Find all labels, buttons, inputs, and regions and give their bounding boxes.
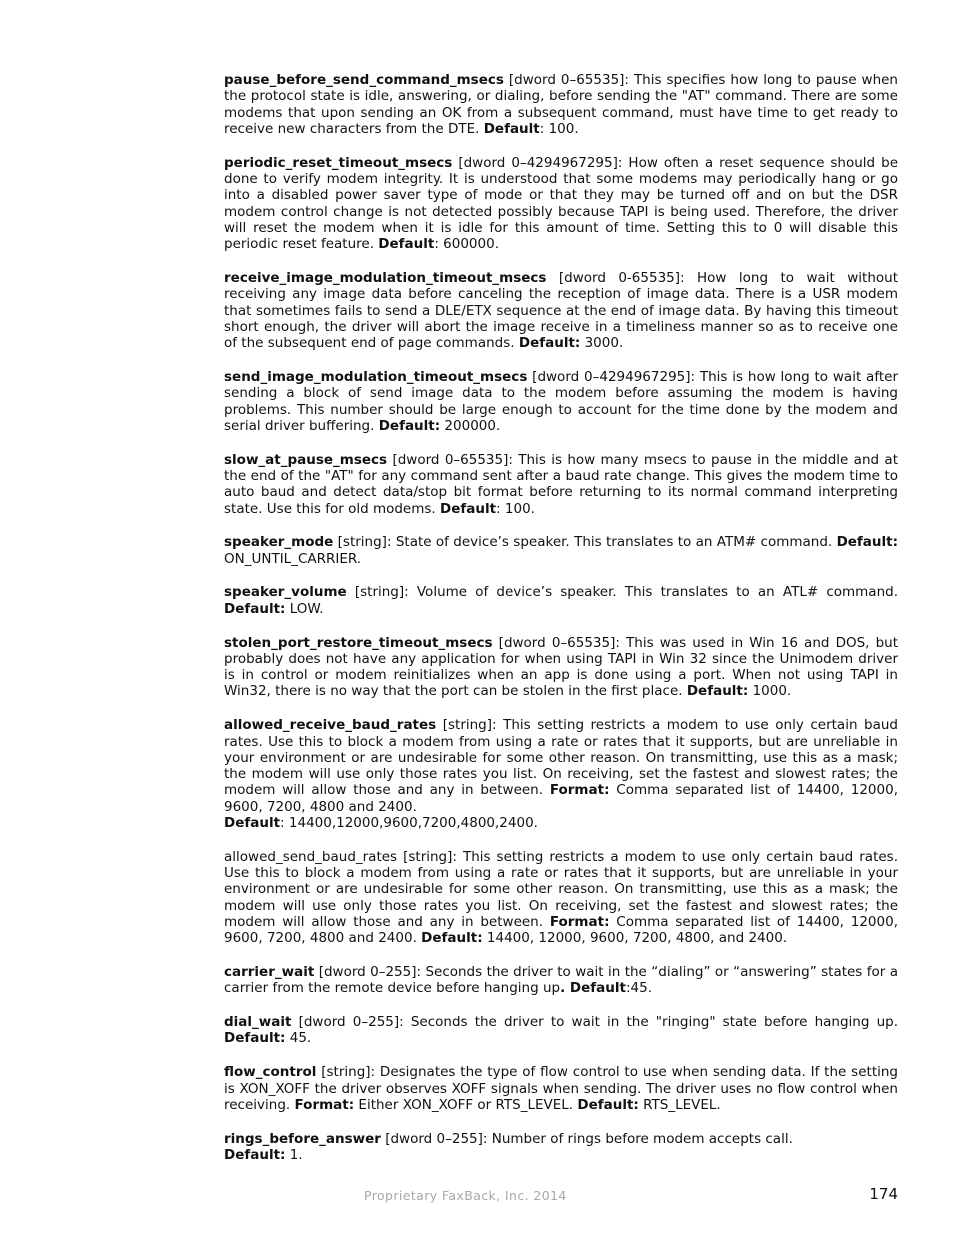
bold-term: Default [440, 500, 497, 517]
bold-term: stolen_port_restore_timeout_msecs [224, 634, 493, 651]
text-run: 1. [285, 1146, 303, 1163]
bold-term: receive_image_modulation_timeout_msecs [224, 269, 547, 286]
setting-entry-pause-before-send-command-msecs [224, 72, 898, 137]
bold-term: dial_wait [224, 1014, 292, 1031]
text-run: : 100. [496, 500, 535, 517]
bold-term: Default: [836, 534, 898, 551]
text-run: Comma separated list of 14400, 12000, 9600, 7200, 4800 and 2400. [224, 782, 898, 815]
text-run: LOW. [285, 600, 324, 617]
setting-entry-speaker-volume [224, 584, 898, 617]
text-run: [string]: This setting restricts a modem to use only certain baud rates. Use this to block a modem from using a rate or rates that it supports, but are unreliable in your environment or are undesirable for some other reason. On transmitting, use this as a mask; the modem will use only those rates you list. On receiving, set the fastest and slowest rates; the modem will allow those and any in between. [224, 717, 898, 799]
bold-term: periodic_reset_timeout_msecs [224, 154, 453, 171]
text-run: : 600000. [434, 236, 499, 253]
text-run: [dword 0–255]: Seconds the driver to wait in the "ringing" state before hanging up. [291, 1014, 898, 1031]
text-run: 14400, 12000, 9600, 7200, 4800, and 2400. [482, 930, 788, 947]
bold-term: pause_before_send_command_msecs [224, 72, 504, 88]
text-run: 1000. [748, 683, 792, 700]
setting-entry-receive-image-modulation-timeout-msecs [224, 270, 898, 351]
bold-term: Default: [577, 1096, 639, 1113]
text-run: [dword 0-65535]: How long to wait without receiving any image data before canceling the reception of image data. There is a USR modem that sometimes fails to send a DLE/ETX sequence at the end of image data. By having this timeout short enough, the driver will abort the image receive in a timeliness manner so as to receive one of the subsequent end of page commands. [224, 269, 898, 352]
document-body [224, 72, 898, 1181]
text-run: RTS_LEVEL. [638, 1096, 721, 1113]
bold-term: Default [224, 814, 281, 831]
bold-term: rings_before_answer [224, 1130, 381, 1147]
bold-term: speaker_volume [224, 584, 347, 601]
text-run: [dword 0–255]: Seconds the driver to wait in the “dialing” or “answering” states for a carrier from the remote device before hanging up [224, 964, 898, 997]
setting-entry-allowed-send-baud-rates [224, 849, 898, 947]
setting-entry-allowed-receive-baud-rates [224, 717, 898, 831]
page-number: 174 [869, 1185, 898, 1203]
text-run: :45. [625, 980, 652, 997]
bold-term: Default [378, 236, 435, 253]
bold-term: Format: [549, 782, 610, 799]
text-run: [string]: Designates the type of flow control to use when sending data. If the setting is XON_XOFF the driver observes XOFF signals when sending. The driver uses no flow control when receiving. [224, 1064, 898, 1113]
text-run: : 14400,12000,9600,7200,4800,2400. [280, 814, 538, 831]
text-run: Comma separated list of 14400, 12000, 9600, 7200, 4800 and 2400. [224, 913, 898, 947]
text-run: [dword 0–65535]: This was used in Win 16 and DOS, but probably does not have any application for when using TAPI in Win 32 since the Unimodem driver is in control or modem reinitializes when an app is done using a port. When not using TAPI in Win32, there is no way that the port can be stolen in the first place. [224, 634, 898, 700]
text-run: 3000. [580, 335, 624, 352]
text-run: [string]: Volume of device’s speaker. This translates to an ATL# command. [346, 584, 898, 601]
bold-term: flow_control [224, 1064, 317, 1081]
bold-term: allowed_receive_baud_rates [224, 717, 437, 734]
bold-term: slow_at_pause_msecs [224, 451, 388, 468]
text-run: [string]: State of device’s speaker. This translates to an ATM# command. [333, 534, 837, 551]
bold-term: Default: [518, 335, 581, 352]
bold-term: Default: [224, 600, 286, 617]
setting-entry-stolen-port-restore-timeout-msecs [224, 635, 898, 700]
text-run: [dword 0–4294967295]: This is how long to wait after sending a block of send image data to the modem before assuming the modem is having problems. This number should be large enough to account for the time done by the modem and serial driver buffering. [224, 368, 898, 434]
text-run: [dword 0–65535]: This is how many msecs to pause in the middle and at the end of the "AT" for any command sent after a baud rate change. This gives the modem time to auto baud and detect data/stop bit format before returning to its normal command interpreting state. Use this for old modems. [224, 451, 898, 517]
text-run: : 100. [539, 120, 579, 137]
bold-term: Format: [549, 913, 610, 930]
text-run: [dword 0–255]: Number of rings before modem accepts call. [380, 1130, 793, 1147]
text-run: allowed_send_baud_rates [string]: This setting restricts a modem to use only certain baud rates. Use this to block a modem from using a rate or rates that it supports, but are unreliable in your environment or are undesirable for some other reason. On transmitting, use this as a mask; the modem will use only those rates you list. On receiving, set the fastest and slowest rates; the modem will allow those and any in between. [224, 848, 898, 930]
text-run: ON_UNTIL_CARRIER. [224, 550, 362, 567]
bold-term: carrier_wait [224, 964, 315, 981]
text-run: 200000. [440, 417, 501, 434]
setting-entry-carrier-wait [224, 964, 898, 997]
bold-term: Default [483, 120, 540, 137]
bold-term: Default: [378, 417, 441, 434]
setting-entry-slow-at-pause-msecs [224, 452, 898, 517]
setting-entry-periodic-reset-timeout-msecs [224, 155, 898, 253]
bold-term: Default: [421, 930, 483, 947]
setting-entry-rings-before-answer [224, 1131, 898, 1164]
text-run: [dword 0–4294967295]: How often a reset sequence should be done to verify modem integrity. It is understood that some modems may periodically hang or go into a disabled power saver type of mode or that they may be turned off and on but the DSR modem control change is not detected possibly because TAPI is being used. Therefore, the driver will reset the modem when it is idle for this amount of time. Setting this to 0 will disable this periodic reset feature. [224, 154, 898, 253]
setting-entry-speaker-mode [224, 534, 898, 567]
setting-entry-flow-control [224, 1064, 898, 1113]
setting-entry-send-image-modulation-timeout-msecs [224, 369, 898, 434]
bold-term: Format: [294, 1096, 355, 1113]
text-run: [dword 0–65535]: This specifies how long to pause when the protocol state is idle, answering, or dialing, before sending the "AT" command. There are some modems that upon sending an OK from a subsequent command, must have time to get ready to receive new characters from the DTE. [224, 72, 898, 137]
bold-term: Default: [224, 1146, 286, 1163]
bold-term: send_image_modulation_timeout_msecs [224, 368, 528, 385]
bold-term: Default: [224, 1030, 286, 1047]
setting-entry-dial-wait [224, 1014, 898, 1047]
bold-term: speaker_mode [224, 534, 334, 551]
text-run: 45. [285, 1030, 312, 1047]
footer-copyright: Proprietary FaxBack, Inc. 2014 [364, 1188, 567, 1203]
bold-term: . Default [560, 980, 626, 997]
bold-term: Default: [686, 683, 749, 700]
text-run: Either XON_XOFF or RTS_LEVEL. [354, 1096, 578, 1113]
